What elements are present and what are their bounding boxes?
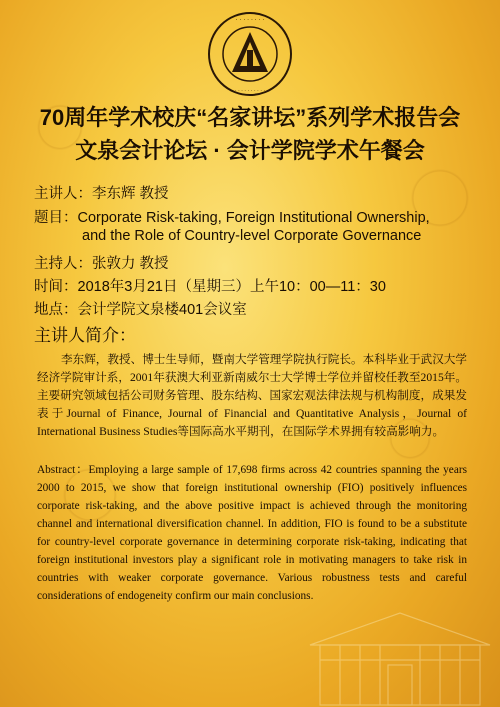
event-title: 70周年学术校庆“名家讲坛”系列学术报告会 [39, 105, 461, 130]
university-seal-icon [206, 10, 294, 98]
venue-line [34, 298, 247, 319]
speaker-intro-heading: 主讲人简介： [34, 326, 136, 345]
time-label: 时间： [34, 279, 78, 295]
venue-label: 地点： [34, 302, 78, 318]
host-label: 主持人： [34, 256, 92, 272]
topic-title-line2: and the Role of Country-level Corporate Governance [82, 228, 422, 244]
event-subtitle: 文泉会计论坛 · 会计学院学术午餐会 [75, 138, 425, 163]
svg-text:· · · · · · · ·: · · · · · · · · [235, 17, 265, 24]
speaker-label: 主讲人： [34, 186, 92, 202]
university-seal-icon-graphic [206, 10, 294, 98]
talk-abstract: Abstract：Employing a large sample of 17,698 firms across 42 countries spanning the years 2000 to 2015, we show that foreign institutional ownership (FIO) positively influences corporate risk-taking, and the above positive impact is achieved through the monitoring channel and international diversification channel. In addition, FIO is found to be a substitute for country-level corporate governance in determining corporate risk-taking, indicating that foreign institutional investors play a significant role in motivating managers to take risk in countries with weaker corporate governance. Various robustness tests and careful considerations of endogeneity confirm our main conclusions. [37, 464, 467, 602]
speaker-name: 李东辉 教授 [92, 186, 169, 202]
topic-label: 题目： [34, 210, 78, 226]
topic-title-line1: Corporate Risk-taking, Foreign Institutional Ownership, [77, 210, 430, 226]
svg-text:· · · · · · · · · ·: · · · · · · · · · · [234, 88, 266, 94]
host-name: 张敦力 教授 [92, 256, 169, 272]
venue-value: 会计学院文泉楼401会议室 [77, 302, 247, 318]
campus-building-illustration [300, 605, 500, 707]
time-value: 2018年3月21日（星期三）上午10：00—11：30 [77, 279, 386, 295]
speaker-line [34, 182, 169, 203]
host-line [34, 252, 169, 273]
topic-line [34, 206, 430, 227]
time-line [34, 275, 386, 296]
speaker-bio: 李东辉，教授、博士生导师，暨南大学管理学院执行院长。本科毕业于武汉大学经济学院审计系，2001年获澳大利亚新南威尔士大学博士学位并留校任教至2015年。主要研究领域包括公司财务管理、股东结构、国家宏观法律法规与机构制度，成果发表于Journal of Finance, Journal of Financial and Quantitative Analysis，Journal of International Business Studies等国际高水平期刊，在国际学术界拥有较高影响力。 [37, 353, 467, 438]
